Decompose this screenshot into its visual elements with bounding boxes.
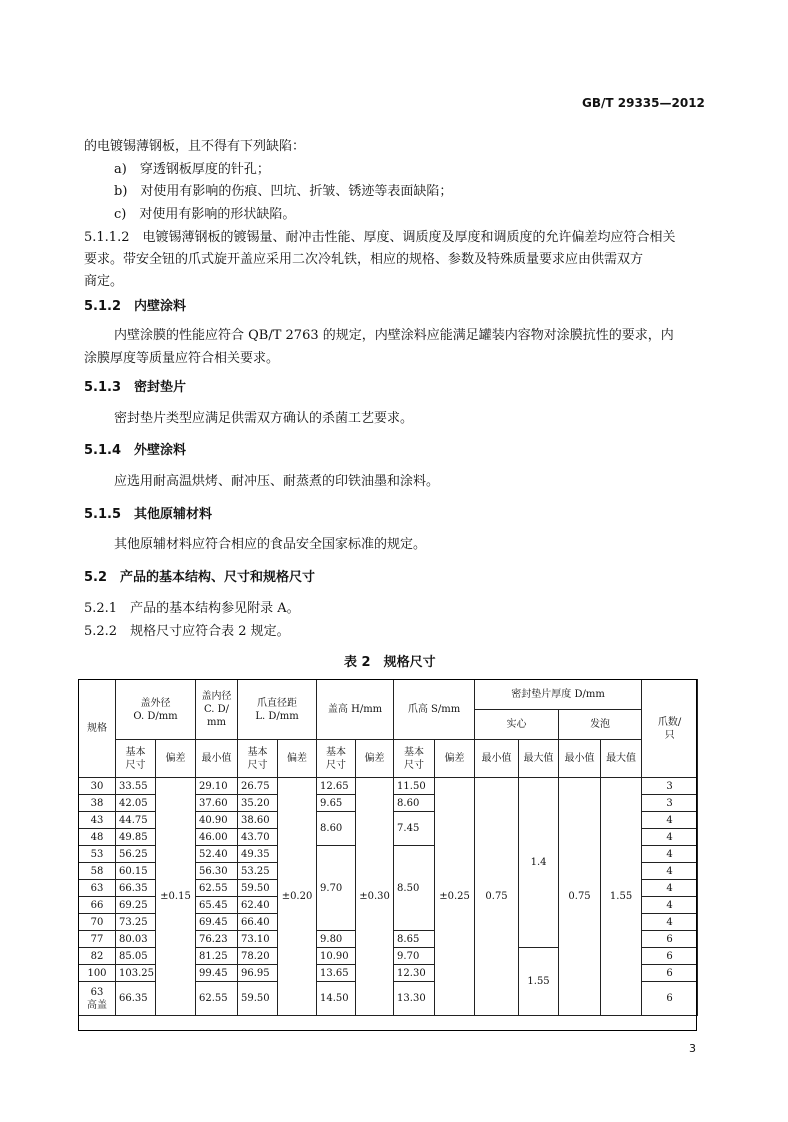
cell-spec: 77 — [79, 931, 116, 948]
cell-lugs: 3 — [642, 795, 698, 812]
header-min: 最小值 — [475, 740, 519, 778]
cell-od: 56.25 — [116, 846, 156, 863]
clause-5-2-1: 5.2.1 产品的基本结构参见附录 A。 — [84, 601, 300, 616]
cell-od: 69.25 — [116, 897, 156, 914]
header-max: 最大值 — [601, 740, 642, 778]
clause-5-1-1-2: 5.1.1.2 电镀锡薄钢板的镀锡量、耐冲击性能、厚度、调质度及厚度和调质度的允许偏差均应符合相关 — [84, 230, 676, 245]
paragraph-line: 的电镀锡薄钢板，且不得有下列缺陷： — [84, 139, 306, 154]
standard-number: GB/T 29335—2012 — [582, 96, 705, 110]
cell-cd: 65.45 — [196, 897, 238, 914]
cell-spec: 53 — [79, 846, 116, 863]
cell-spec: 63 高盖 — [79, 982, 116, 1016]
cell-od: 33.55 — [116, 778, 156, 795]
header-basic: 基本 尺寸 — [394, 740, 435, 778]
cell-ld: 35.20 — [238, 795, 278, 812]
header-lugs: 爪数/ 只 — [642, 680, 698, 778]
clause-5-2-2: 5.2.2 规格尺寸应符合表 2 规定。 — [84, 624, 290, 639]
cell-ld: 49.35 — [238, 846, 278, 863]
cell-cd: 99.45 — [196, 965, 238, 982]
cell-spec: 66 — [79, 897, 116, 914]
cell-s: 8.65 — [394, 931, 435, 948]
cell-h: 9.80 — [317, 931, 356, 948]
cell-foam-max: 1.55 — [601, 778, 642, 1016]
cell-od: 66.35 — [116, 982, 156, 1016]
header-dev: 偏差 — [356, 740, 394, 778]
header-h: 盖高 H/mm — [317, 680, 394, 740]
cell-cd: 52.40 — [196, 846, 238, 863]
list-item-c: c) 对使用有影响的形状缺陷。 — [114, 207, 296, 222]
cell-cd: 37.60 — [196, 795, 238, 812]
cell-od: 44.75 — [116, 812, 156, 829]
cell-cd: 46.00 — [196, 829, 238, 846]
cell-cd: 29.10 — [196, 778, 238, 795]
cell-cd: 56.30 — [196, 863, 238, 880]
cell-od: 80.03 — [116, 931, 156, 948]
header-ld: 爪直径距 L. D/mm — [238, 680, 317, 740]
cell-ld: 26.75 — [238, 778, 278, 795]
cell-spec: 43 — [79, 812, 116, 829]
table-row — [79, 778, 698, 795]
header-max: 最大值 — [519, 740, 559, 778]
cell-spec: 30 — [79, 778, 116, 795]
cell-lugs: 6 — [642, 982, 698, 1016]
cell-spec: 63 — [79, 880, 116, 897]
header-s: 爪高 S/mm — [394, 680, 475, 740]
paragraph-line: 要求。带安全钮的爪式旋开盖应采用二次冷轧铁，相应的规格、参数及特殊质量要求应由供需双方 — [84, 252, 644, 267]
cell-spec: 38 — [79, 795, 116, 812]
cell-ld: 59.50 — [238, 982, 278, 1016]
paragraph-line: 密封垫片类型应满足供需双方确认的杀菌工艺要求。 — [114, 411, 414, 426]
cell-cd: 62.55 — [196, 982, 238, 1016]
header-foam: 发泡 — [559, 710, 642, 740]
spec-table — [78, 679, 698, 1016]
cell-od-dev: ±0.15 — [156, 778, 196, 1016]
list-item-b: b) 对使用有影响的伤痕、凹坑、折皱、锈迹等表面缺陷； — [114, 184, 453, 199]
cell-solid-max: 1.4 — [519, 778, 559, 948]
header-spec: 规格 — [79, 680, 116, 778]
cell-h: 13.65 — [317, 965, 356, 982]
header-cd: 盖内径 C. D/ mm — [196, 680, 238, 740]
heading-5-1-2: 5.1.2 内壁涂料 — [84, 299, 187, 314]
header-dev: 偏差 — [435, 740, 475, 778]
cell-ld: 38.60 — [238, 812, 278, 829]
page-number: 3 — [689, 1042, 696, 1055]
cell-od: 49.85 — [116, 829, 156, 846]
cell-spec: 58 — [79, 863, 116, 880]
cell-lugs: 4 — [642, 846, 698, 863]
cell-ld: 59.50 — [238, 880, 278, 897]
paragraph-line: 商定。 — [84, 274, 124, 289]
cell-spec: 100 — [79, 965, 116, 982]
header-basic: 基本 尺寸 — [116, 740, 156, 778]
paragraph-line: 其他原辅材料应符合相应的食品安全国家标准的规定。 — [114, 537, 427, 552]
heading-5-1-3: 5.1.3 密封垫片 — [84, 380, 187, 395]
heading-5-1-5: 5.1.5 其他原辅材料 — [84, 507, 213, 522]
cell-lugs: 4 — [642, 829, 698, 846]
table-caption: 表 2 规格尺寸 — [344, 655, 436, 670]
cell-lugs: 4 — [642, 880, 698, 897]
header-min: 最小值 — [559, 740, 601, 778]
cell-h-dev: ±0.30 — [356, 778, 394, 1016]
cell-spec: 48 — [79, 829, 116, 846]
cell-ld: 96.95 — [238, 965, 278, 982]
cell-solid-max: 1.55 — [519, 948, 559, 1016]
header-od: 盖外径 O. D/mm — [116, 680, 196, 740]
header-dev: 偏差 — [278, 740, 317, 778]
cell-s: 8.50 — [394, 846, 435, 931]
cell-cd: 81.25 — [196, 948, 238, 965]
cell-lugs: 6 — [642, 931, 698, 948]
cell-h: 14.50 — [317, 982, 356, 1016]
cell-s: 11.50 — [394, 778, 435, 795]
cell-lugs: 4 — [642, 914, 698, 931]
cell-ld-dev: ±0.20 — [278, 778, 317, 1016]
cell-od: 42.05 — [116, 795, 156, 812]
cell-spec: 70 — [79, 914, 116, 931]
cell-od: 103.25 — [116, 965, 156, 982]
cell-s: 9.70 — [394, 948, 435, 965]
cell-lugs: 4 — [642, 897, 698, 914]
cell-ld: 43.70 — [238, 829, 278, 846]
cell-od: 73.25 — [116, 914, 156, 931]
cell-od: 66.35 — [116, 880, 156, 897]
heading-5-1-4: 5.1.4 外壁涂料 — [84, 443, 187, 458]
cell-foam-min: 0.75 — [559, 778, 601, 1016]
heading-5-2: 5.2 产品的基本结构、尺寸和规格尺寸 — [84, 570, 316, 585]
cell-s: 13.30 — [394, 982, 435, 1016]
paragraph-line: 应选用耐高温烘烤、耐冲压、耐蒸煮的印铁油墨和涂料。 — [114, 474, 440, 489]
header-solid: 实心 — [475, 710, 559, 740]
cell-s: 8.60 — [394, 795, 435, 812]
cell-h: 10.90 — [317, 948, 356, 965]
cell-od: 60.15 — [116, 863, 156, 880]
cell-cd: 69.45 — [196, 914, 238, 931]
cell-cd: 40.90 — [196, 812, 238, 829]
cell-ld: 66.40 — [238, 914, 278, 931]
cell-h: 12.65 — [317, 778, 356, 795]
cell-h: 9.65 — [317, 795, 356, 812]
paragraph-line: 涂膜厚度等质量应符合相关要求。 — [84, 351, 280, 366]
cell-s-dev: ±0.25 — [435, 778, 475, 1016]
cell-cd: 76.23 — [196, 931, 238, 948]
cell-s: 7.45 — [394, 812, 435, 846]
cell-h: 9.70 — [317, 846, 356, 931]
cell-od: 85.05 — [116, 948, 156, 965]
cell-lugs: 3 — [642, 778, 698, 795]
header-min: 最小值 — [196, 740, 238, 778]
cell-lugs: 4 — [642, 812, 698, 829]
cell-lugs: 6 — [642, 948, 698, 965]
cell-s: 12.30 — [394, 965, 435, 982]
cell-lugs: 6 — [642, 965, 698, 982]
cell-cd: 62.55 — [196, 880, 238, 897]
cell-ld: 53.25 — [238, 863, 278, 880]
cell-spec: 82 — [79, 948, 116, 965]
header-basic: 基本 尺寸 — [238, 740, 278, 778]
cell-lugs: 4 — [642, 863, 698, 880]
cell-ld: 73.10 — [238, 931, 278, 948]
cell-ld: 62.40 — [238, 897, 278, 914]
header-basic: 基本 尺寸 — [317, 740, 356, 778]
paragraph-line: 内壁涂膜的性能应符合 QB/T 2763 的规定，内壁涂料应能满足罐装内容物对涂膜抗性的要求，内 — [114, 328, 674, 343]
cell-h: 8.60 — [317, 812, 356, 846]
header-dev: 偏差 — [156, 740, 196, 778]
cell-solid-min: 0.75 — [475, 778, 519, 1016]
list-item-a: a) 穿透钢板厚度的针孔； — [114, 162, 270, 177]
cell-ld: 78.20 — [238, 948, 278, 965]
header-d: 密封垫片厚度 D/mm — [475, 680, 642, 710]
